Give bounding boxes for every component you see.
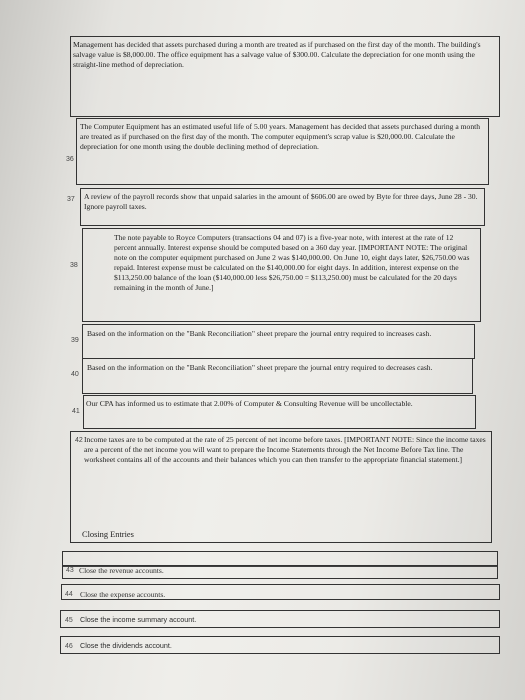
item-43-text: Close the revenue accounts.: [79, 566, 164, 575]
closing-entries-heading: Closing Entries: [82, 530, 134, 539]
item-36-number: 36: [66, 156, 74, 163]
item-44-text: Close the expense accounts.: [80, 590, 166, 599]
item-41-text: Our CPA has informed us to estimate that 2.00% of Computer & Consulting Revenue will be uncollectable.: [86, 399, 413, 408]
item-43-line: [62, 565, 498, 579]
item-42-text: Income taxes are to be computed at the rate of 25 percent of net income before taxes. [IMPORTANT NOTE: Since the income taxes are a percent of the net income you will want to prepare the Income Statements through the Net Income Before Tax line. The worksheet contains all of the accounts and their balances which you can then transfer to the appropriate financial statement.]: [84, 435, 486, 464]
item-38-number: 38: [70, 262, 78, 269]
item-45-number: 45: [65, 617, 73, 624]
item-40-text: Based on the information on the "Bank Reconciliation" sheet prepare the journal entry required to decreases cash.: [87, 363, 433, 372]
item-39-text: Based on the information on the "Bank Reconciliation" sheet prepare the journal entry required to increases cash.: [87, 329, 432, 338]
item-46-text: Close the dividends account.: [80, 641, 172, 650]
item-40-number: 40: [71, 371, 79, 378]
item-45-text: Close the income summary account.: [80, 615, 197, 624]
item-42-number: 42: [75, 437, 83, 444]
item-44-line: [61, 584, 500, 600]
item-36-text: The Computer Equipment has an estimated useful life of 5.00 years. Management has decided that assets purchased during a month are treated as if purchased on the first day of the month. The computer equipment's scrap value is $20,000.00. Calculate the depreciation for one month using the double declining method of depreciation.: [80, 122, 481, 151]
item-38-text: The note payable to Royce Computers (transactions 04 and 07) is a five-year note, with interest at the rate of 12 percent annually. Interest expense should be computed based on a 360 day year. [IMPORTANT NOTE: The original note on the computer equipment purchased on June 2 was $140,000.00. On June 10, eight days later, $26,750.00 was repaid. Interest expense must be calculated on the $140,000.00 for eight days. In addition, interest expense on the $113,250.00 balance of the loan ($140,000.00 less $26,750.00 = $113,250.00) must be calculated for the 20 days remaining in the month of June.]: [114, 233, 470, 292]
item-37-number: 37: [67, 196, 75, 203]
item-41-number: 41: [72, 408, 80, 415]
item-46-number: 46: [65, 643, 73, 650]
item-44-number: 44: [65, 591, 73, 598]
item-46-line: [60, 636, 500, 654]
item-37-text: A review of the payroll records show that unpaid salaries in the amount of $606.00 are owed by Byte for three days, June 28 - 30. Ignore payroll taxes.: [84, 192, 478, 211]
item-43-number: 43: [66, 567, 74, 574]
item-35-text: Management has decided that assets purchased during a month are treated as if purchased on the first day of the month. The building's salvage value is $8,000.00. The office equipment has a salvage value of $300.00. Calculate the depreciation for one month using the straight-line method of depreciation.: [73, 40, 481, 69]
item-39-number: 39: [71, 337, 79, 344]
item-45-line: [60, 610, 500, 628]
